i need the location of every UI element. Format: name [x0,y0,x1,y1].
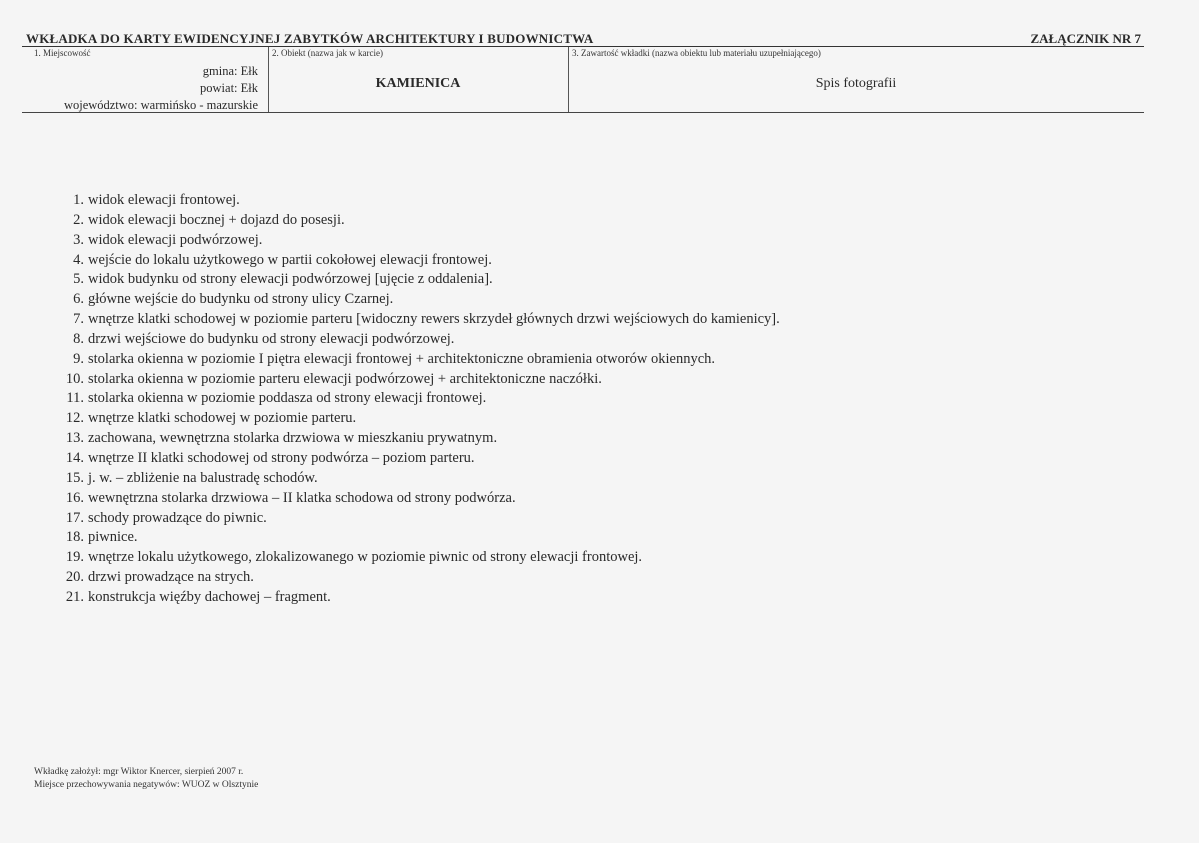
list-item [56,588,780,608]
item-text: wnętrze klatki schodowej w poziomie parteru. [88,410,357,427]
item-number: 20. [65,569,84,586]
item-number: 18. [65,529,84,546]
item-number: 4. [73,251,84,268]
footer-storage: Miejsce przechowywania negatywów: WUOZ w Olsztynie [34,780,259,790]
item-number: 9. [73,350,84,367]
list-item [56,509,780,529]
list-item [56,389,780,409]
list-item [56,409,780,429]
item-text: widok elewacji bocznej + dojazd do posesji. [88,211,345,228]
item-text: stolarka okienna w poziomie I piętra elewacji frontowej + architektoniczne obramienia otworów okiennych. [88,350,716,367]
item-text: widok elewacji podwórzowej. [88,231,263,248]
item-text: j. w. – zbliżenie na balustradę schodów. [88,469,318,486]
object-name: KAMIENICA [375,76,461,91]
list-item [56,330,780,350]
list-item [56,350,780,370]
list-item [56,528,780,548]
item-text: wnętrze klatki schodowej w poziomie parteru [widoczny rewers skrzydeł głównych drzwi wejściowych do kamienicy]. [88,311,780,328]
item-text: zachowana, wewnętrzna stolarka drzwiowa w mieszkaniu prywatnym. [88,430,498,447]
footer-author: Wkładkę założył: mgr Wiktor Knercer, sierpień 2007 r. [34,767,244,777]
item-text: widok budynku od strony elewacji podwórzowej [ujęcie z oddalenia]. [88,271,493,288]
list-item [56,449,780,469]
list-item [56,251,780,271]
item-number: 21. [65,588,84,605]
form-title: WKŁADKA DO KARTY EWIDENCYJNEJ ZABYTKÓW ARCHITEKTURY I BUDOWNICTWA [26,31,594,46]
item-text: wejście do lokalu użytkowego w partii cokołowej elewacji frontowej. [88,251,492,268]
gmina-value: gmina: Ełk [202,64,258,78]
item-text: główne wejście do budynku od strony ulicy Czarnej. [88,291,394,308]
list-item [56,429,780,449]
item-number: 19. [65,549,84,566]
list-item [56,568,780,588]
item-number: 8. [73,330,84,347]
list-item [56,270,780,290]
item-text: stolarka okienna w poziomie poddasza od strony elewacji frontowej. [88,390,487,407]
item-number: 3. [73,231,84,248]
list-item [56,290,780,310]
item-text: piwnice. [88,529,138,546]
item-number: 17. [65,509,84,526]
annex-number: ZAŁĄCZNIK NR 7 [1030,31,1141,46]
item-text: stolarka okienna w poziomie parteru elewacji podwórzowej + architektoniczne naczółki. [88,370,602,387]
header-top-rule [22,46,1144,47]
list-item [56,548,780,568]
item-number: 5. [73,271,84,288]
item-text: konstrukcja więźby dachowej – fragment. [88,588,331,605]
list-item [56,370,780,390]
item-number: 7. [73,311,84,328]
item-text: drzwi wejściowe do budynku od strony elewacji podwórzowej. [88,330,455,347]
item-text: wnętrze II klatki schodowej od strony podwórza – poziom parteru. [88,449,475,466]
list-item [56,211,780,231]
item-text: schody prowadzące do piwnic. [88,509,267,526]
item-number: 14. [65,449,84,466]
item-number: 13. [65,430,84,447]
item-number: 12. [65,410,84,427]
object-label: 2. Obiekt (nazwa jak w karcie) [272,48,383,58]
item-number: 10. [65,370,84,387]
item-number: 16. [65,489,84,506]
item-text: wnętrze lokalu użytkowego, zlokalizowanego w poziomie piwnic od strony elewacji frontowej. [88,549,643,566]
list-item [56,191,780,211]
item-number: 6. [73,291,84,308]
item-text: drzwi prowadzące na strych. [88,569,254,586]
contents-label: 3. Zawartość wkładki (nazwa obiektu lub materiału uzupełniającego) [572,48,821,58]
item-number: 15. [65,469,84,486]
item-number: 2. [73,211,84,228]
list-item [56,489,780,509]
photo-list [56,191,780,608]
location-label: 1. Miejscowość [34,48,91,58]
item-text: wewnętrzna stolarka drzwiowa – II klatka schodowa od strony podwórza. [88,489,516,506]
list-item [56,310,780,330]
item-number: 11. [66,390,84,407]
wojewodztwo-value: województwo: warmińsko - mazurskie [63,98,258,112]
item-number: 1. [73,192,84,208]
list-item [56,469,780,489]
contents-value: Spis fotografii [815,76,897,91]
list-item [56,231,780,251]
item-text: widok elewacji frontowej. [88,192,240,208]
powiat-value: powiat: Ełk [200,81,258,95]
